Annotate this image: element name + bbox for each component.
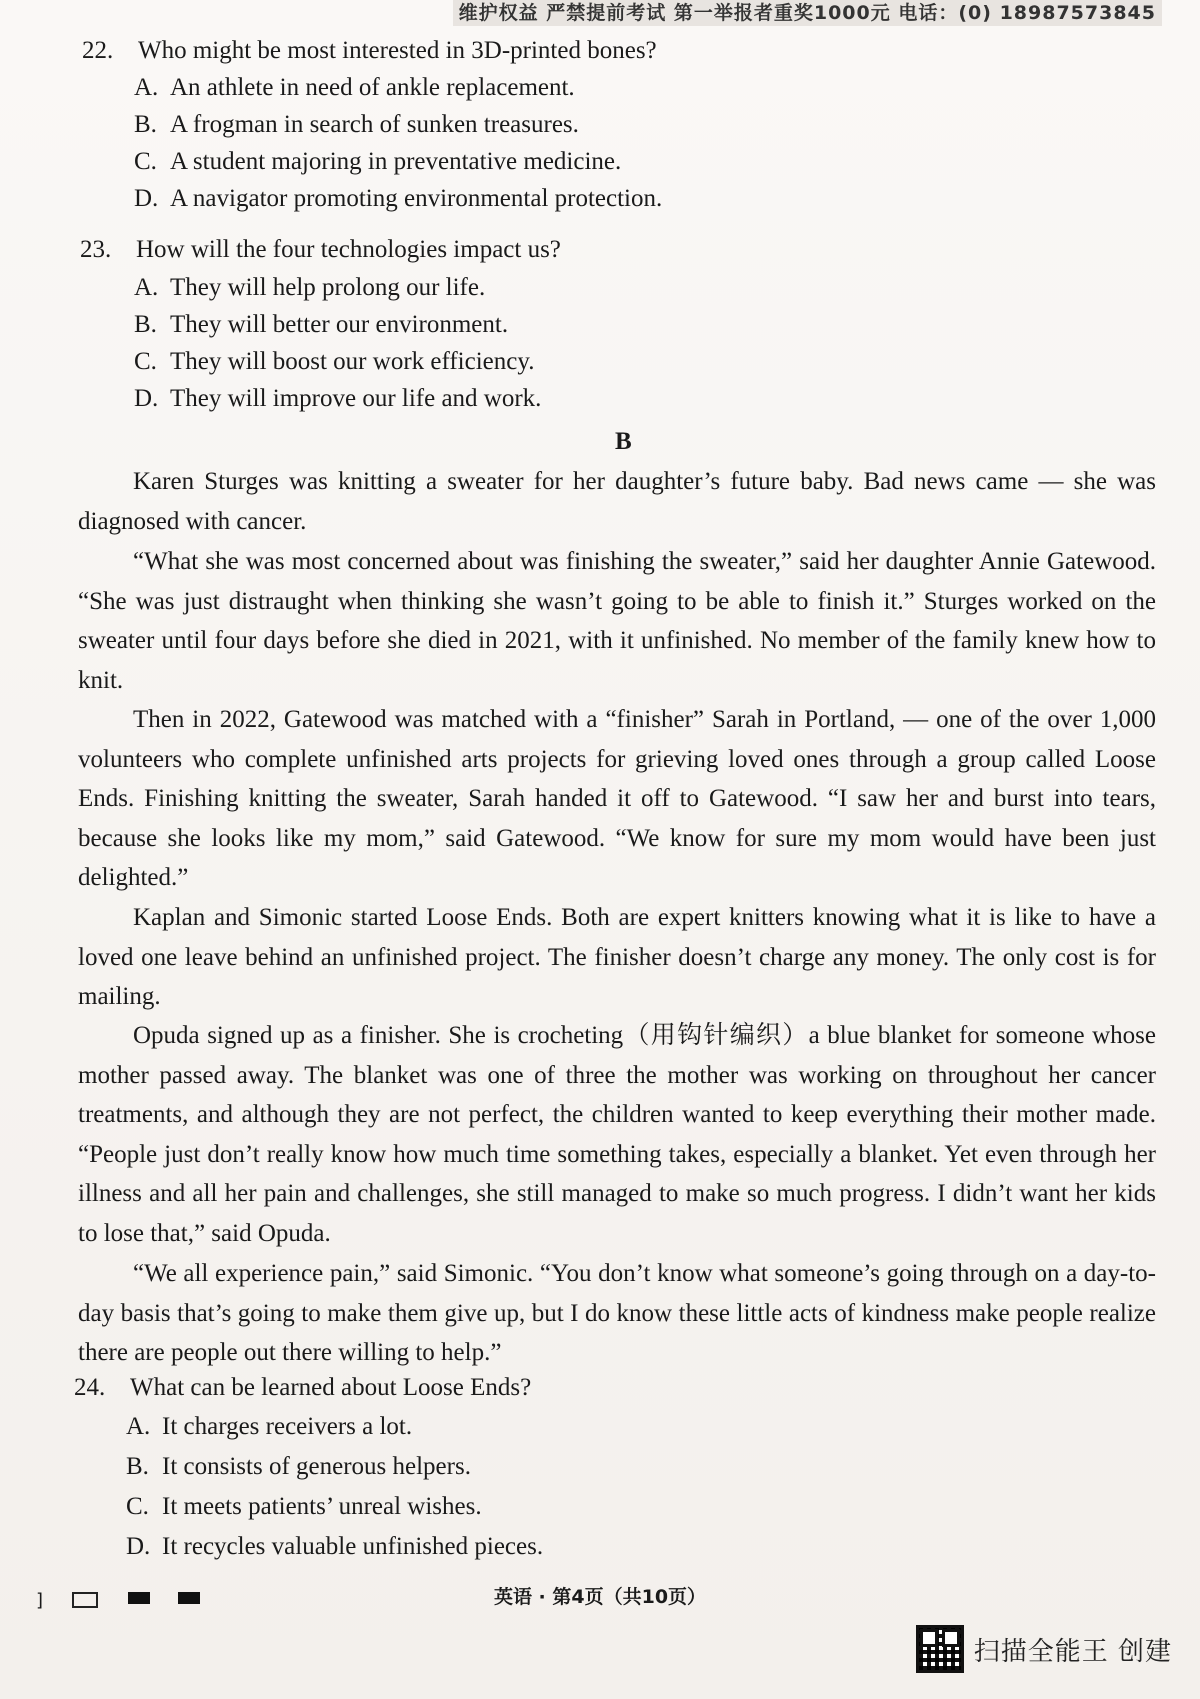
passage-paragraph-1: Karen Sturges was knitting a sweater for her daughter’s future baby. Bad news came — she was diagnosed with cancer. [78,468,1156,535]
q24-option-d[interactable] [126,1532,543,1562]
question-24 [74,1373,531,1403]
scanner-watermark [916,1625,1172,1673]
q24-option-c[interactable] [126,1492,482,1522]
page-number-label: 英语 · 第4页（共10页） [493,1586,707,1608]
q22-option-a[interactable] [134,73,575,103]
left-bracket-mark: ] [36,1590,44,1611]
option-text: A navigator promoting environmental protection. [170,185,663,212]
passage-paragraph-3: Then in 2022, Gatewood was matched with a “finisher” Sarah in Portland, — one of the over 1,000 volunteers who complete unfinished arts projects for grieving loved ones through a group called Loose Ends. Finishing knitting the sweater, Sarah handed it off to Gatewood. “I saw her and burst into tears, because she looks like my mom,” said Gatewood. “We know for sure my mom would have been just delighted.” [78,706,1156,891]
option-letter: D. [134,185,159,212]
passage-paragraph-6: “We all experience pain,” said Simonic. “You don’t know what someone’s going through on a day-to-day basis that’s going to make them give up, but I do know these little acts of kindness make people realize there are people out there willing to help.” [78,1260,1156,1366]
option-text: They will better our environment. [170,311,509,338]
option-text: They will help prolong our life. [170,274,486,301]
option-text: A student majoring in preventative medicine. [170,148,622,175]
passage-paragraph-4: Kaplan and Simonic started Loose Ends. Both are expert knitters knowing what it is like to have a loved one leave behind an unfinished project. The finisher doesn’t charge any money. The only cost is for mailing. [78,904,1156,1010]
option-text: It consists of generous helpers. [162,1453,471,1480]
q24-option-a[interactable] [126,1412,412,1442]
question-22 [82,36,657,66]
question-stem: How will the four technologies impact us? [136,236,561,263]
q23-option-b[interactable] [134,310,508,340]
option-text: They will boost our work efficiency. [170,348,535,375]
option-text: They will improve our life and work. [170,385,542,412]
question-stem: What can be learned about Loose Ends? [130,1374,532,1401]
option-letter: D. [134,385,159,412]
option-letter: A. [134,274,159,301]
question-23 [80,235,561,265]
qr-code-icon [916,1625,964,1673]
option-letter: C. [126,1493,149,1520]
q22-option-d[interactable] [134,184,662,214]
question-number: 22. [82,37,114,64]
section-heading: B [615,428,632,455]
q23-option-a[interactable] [134,273,485,303]
option-text: A frogman in search of sunken treasures. [170,111,579,138]
q22-option-c[interactable] [134,147,621,177]
q24-option-b[interactable] [126,1452,471,1482]
option-text: It recycles valuable unfinished pieces. [162,1533,544,1560]
option-letter: B. [134,311,157,338]
option-text: It charges receivers a lot. [162,1413,413,1440]
option-letter: C. [134,348,157,375]
option-text: An athlete in need of ankle replacement. [170,74,575,101]
option-letter: A. [126,1413,151,1440]
option-letter: A. [134,74,159,101]
anti-cheat-banner: 维护权益 严禁提前考试 第一举报者重奖1000元 电话：(0) 18987573845 [453,0,1162,26]
question-number: 24. [74,1374,106,1401]
q23-option-c[interactable] [134,347,535,377]
option-text: It meets patients’ unreal wishes. [162,1493,482,1520]
q22-option-b[interactable] [134,110,579,140]
option-letter: B. [134,111,157,138]
q23-option-d[interactable] [134,384,541,414]
passage-paragraph-2: “What she was most concerned about was finishing the sweater,” said her daughter Annie Gatewood. “She was just distraught when thinking she wasn’t going to be able to finish it.” Sturges worked on the sweater until four days before she died in 2021, with it unfinished. No member of the family knew how to knit. [78,548,1156,694]
question-stem: Who might be most interested in 3D-printed bones? [138,37,657,64]
page-footer [0,1582,1200,1622]
option-letter: C. [134,148,157,175]
scanner-label: 扫描全能王 创建 [973,1636,1172,1667]
option-letter: B. [126,1453,149,1480]
option-letter: D. [126,1533,151,1560]
question-number: 23. [80,236,112,263]
passage-paragraph-5: Opuda signed up as a finisher. She is crocheting（用钩针编织）a blue blanket for someone whose mother passed away. The blanket was one of three the mother was working on throughout her cancer treatments, and although they are not perfect, the children wanted to keep everything their mother made. “People just don’t really know how much time something takes, especially a blanket. Yet even through her illness and all her pain and challenges, she still managed to make so much progress. I didn’t want her kids to lose that,” said Opuda. [78,1022,1156,1247]
